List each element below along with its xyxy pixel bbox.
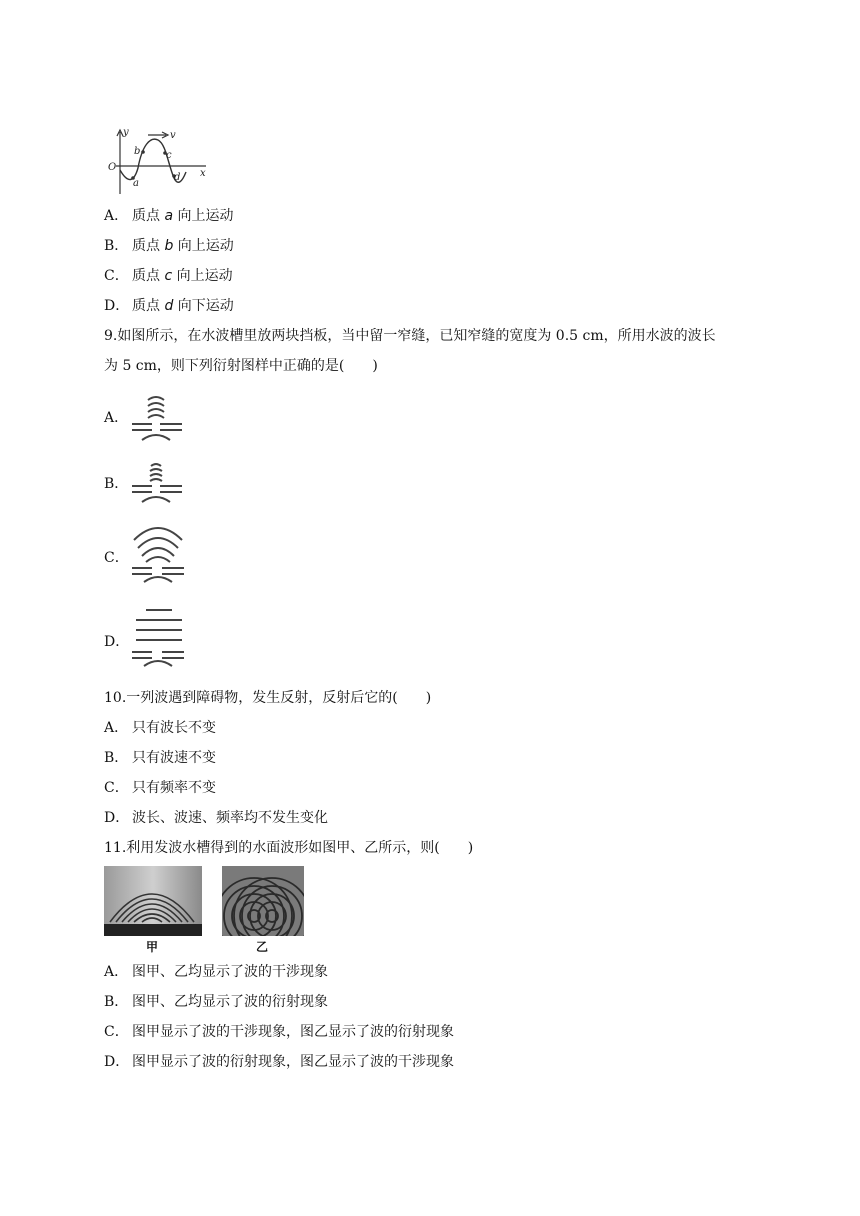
q10-stem: 10.一列波遇到障碍物，发生反射，反射后它的( ) [104,690,432,706]
q9-option-b-letter: B． [104,476,129,492]
photo-label-yi: 乙 [256,940,269,954]
point-c-label: c [166,150,172,161]
q10-option-b: B． 只有波速不变 [104,750,216,766]
q8-option-d: D． 质点 d 向下运动 [104,298,234,314]
q9-stem-line-2: 为 5 cm，则下列衍射图样中正确的是( ) [104,358,378,374]
q9-stem-line-1: 9.如图所示，在水波槽里放两块挡板，当中留一窄缝，已知窄缝的宽度为 0.5 cm，所用水波的波长 [104,328,716,344]
photo-jia [104,866,202,936]
x-axis-label: x [200,168,206,179]
q10-option-c: C． 只有频率不变 [104,780,216,796]
q8-option-c: C． 质点 c 向上运动 [104,268,233,284]
q11-option-c: C． 图甲显示了波的干涉现象，图乙显示了波的衍射现象 [104,1024,454,1040]
photo-yi [222,866,304,936]
diffraction-figure-c [128,518,192,584]
q10-option-d: D． 波长、波速、频率均不发生变化 [104,810,328,826]
wave-graph-figure [106,126,212,196]
q8-option-b: B． 质点 b 向上运动 [104,238,234,254]
photo-label-jia: 甲 [146,940,159,954]
q11-stem: 11.利用发波水槽得到的水面波形如图甲、乙所示，则( ) [104,840,474,856]
point-a-label: a [133,178,139,189]
q10-option-a: A． 只有波长不变 [104,720,216,736]
q11-option-a: A． 图甲、乙均显示了波的干涉现象 [104,964,328,980]
point-b-label: b [134,146,141,157]
point-d-label: d [174,172,181,183]
diffraction-figure-b [128,458,188,504]
q9-option-c-letter: C． [104,550,129,566]
y-axis-label: y [123,127,129,138]
q11-option-d: D． 图甲显示了波的衍射现象，图乙显示了波的干涉现象 [104,1054,454,1070]
diffraction-figure-a [128,392,188,446]
q9-option-d-letter: D． [104,634,130,650]
origin-label: O [108,162,117,173]
diffraction-figure-d [128,604,192,668]
velocity-label: v [170,130,176,141]
q8-option-a: A． 质点 a 向上运动 [104,208,234,224]
q9-option-a-letter: A． [104,410,129,426]
q11-option-b: B． 图甲、乙均显示了波的衍射现象 [104,994,328,1010]
